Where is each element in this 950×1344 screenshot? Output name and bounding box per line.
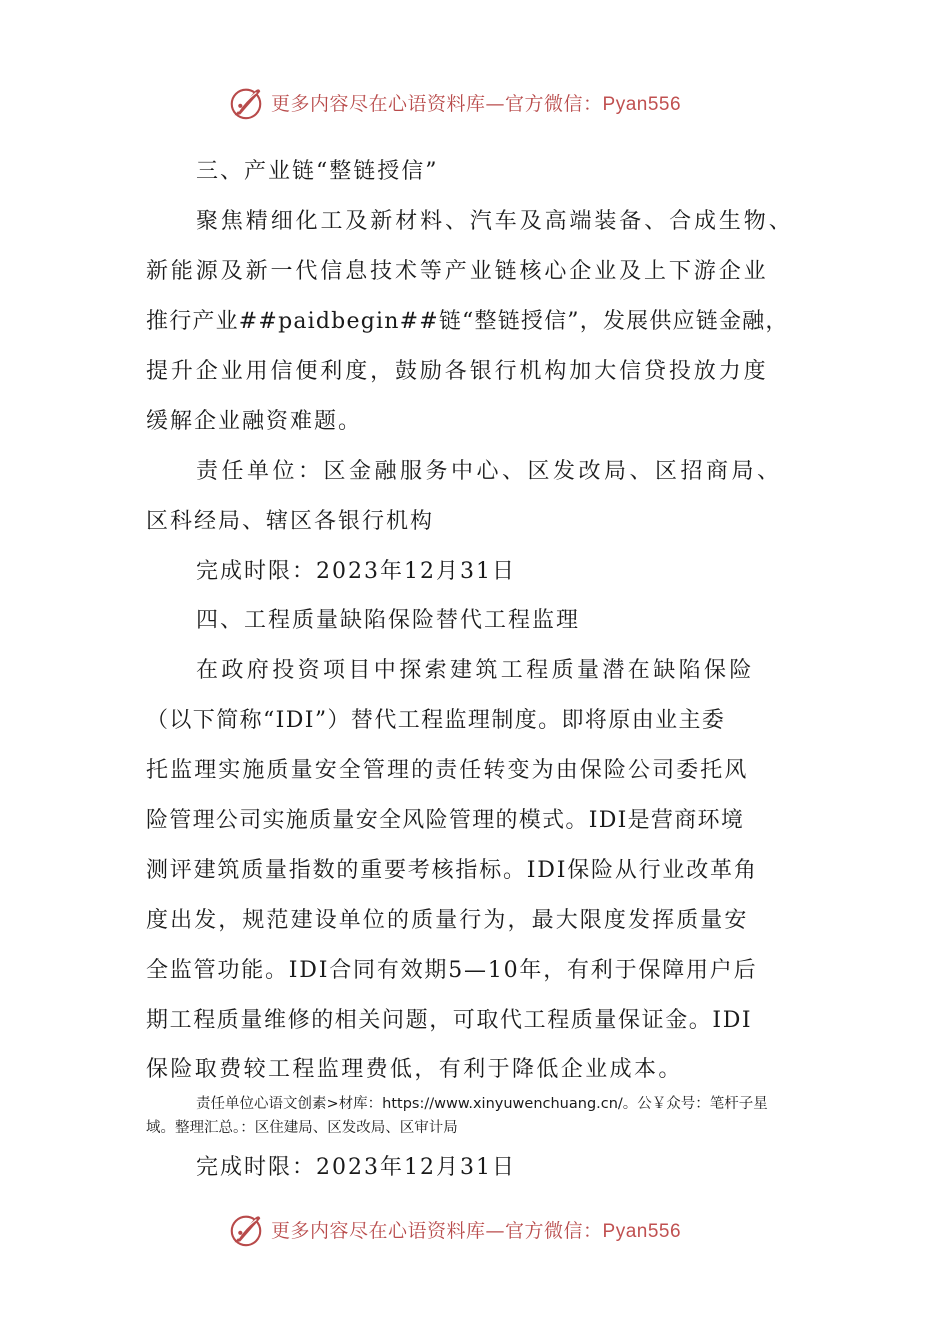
- section-heading: 三、产业链“整链授信”: [196, 159, 439, 184]
- paragraph-line: 区科经局、辖区各银行机构: [146, 509, 435, 534]
- paragraph-line: 托监理实施质量安全管理的责任转变为由保险公司委托风: [146, 758, 749, 783]
- paragraph-line: 全监管功能。IDI合同有效期5—10年，有利于保障用户后: [146, 958, 758, 983]
- banner-text: 更多内容尽在心语资料库—官方微信：Pyan556: [271, 92, 682, 115]
- paragraph-line: （以下简称“IDI”）替代工程监理制度。即将原由业主委: [146, 708, 726, 733]
- deadline-line: 完成时限：2023年12月31日: [196, 1155, 516, 1180]
- paragraph-line: 提升企业用信便利度，鼓励各银行机构加大信贷投放力度: [146, 359, 769, 384]
- paragraph-line: 险管理公司实施质量安全风险管理的模式。IDI是营商环境: [146, 808, 745, 833]
- paragraph-line: 新能源及新一代信息技术等产业链核心企业及上下游企业: [146, 259, 769, 284]
- paragraph-line: 推行产业##paidbegin##链“整链授信”，发展供应链金融，: [146, 309, 789, 334]
- paragraph-line: 责任单位：区金融服务中心、区发改局、区招商局、: [196, 459, 783, 484]
- quill-logo-icon: [227, 1210, 265, 1248]
- paragraph-line: 度出发，规范建设单位的质量行为，最大限度发挥质量安: [146, 908, 749, 933]
- paragraph-line: 在政府投资项目中探索建筑工程质量潜在缺陷保险: [196, 658, 755, 683]
- paragraph-line: 测评建筑质量指数的重要考核指标。IDI保险从行业改革角: [146, 858, 758, 883]
- paragraph-line: 期工程质量维修的相关问题，可取代工程质量保证金。IDI: [146, 1008, 753, 1033]
- quill-logo-icon: [227, 83, 265, 121]
- responsible-unit-note: 域。整理汇总。：区住建局、区发改局、区审计局: [146, 1120, 458, 1136]
- responsible-unit-note: 责任单位心语文创素>材库：https://www.xinyuwenchuang.cn/。公￥众号：笔杆子星: [196, 1096, 768, 1112]
- section-heading: 四、工程质量缺陷保险替代工程监理: [196, 608, 581, 633]
- paragraph-line: 聚焦精细化工及新材料、汽车及高端装备、合成生物、: [196, 209, 794, 234]
- watermark-banner-bottom: [227, 1209, 681, 1249]
- watermark-banner-top: [227, 82, 681, 122]
- paragraph-line: 缓解企业融资难题。: [146, 409, 363, 434]
- deadline-line: 完成时限：2023年12月31日: [196, 559, 516, 584]
- banner-text: 更多内容尽在心语资料库—官方微信：Pyan556: [271, 1219, 682, 1242]
- paragraph-line: 保险取费较工程监理费低，有利于降低企业成本。: [146, 1057, 683, 1082]
